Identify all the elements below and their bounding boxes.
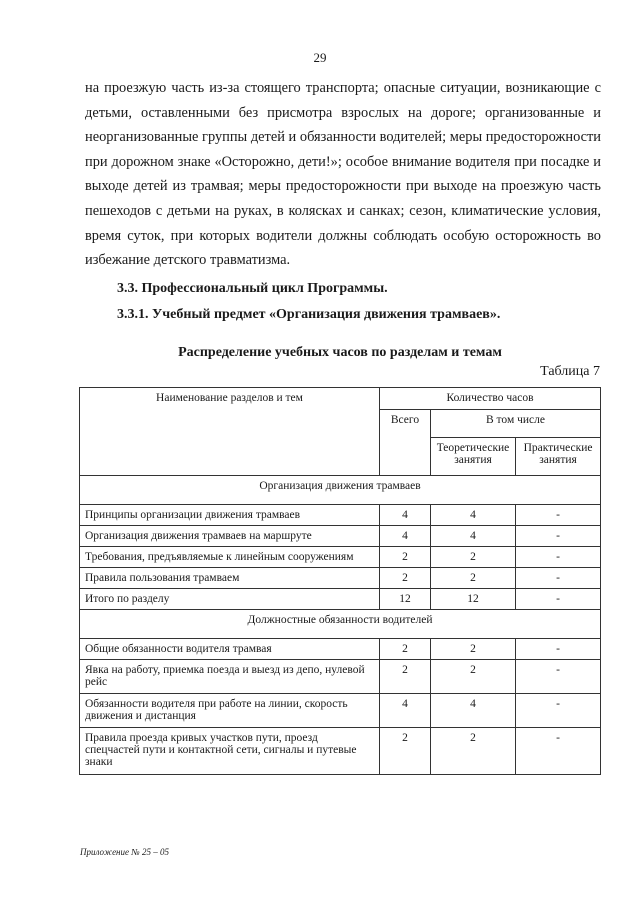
row-total: 4 <box>380 526 431 547</box>
row-name: Итого по разделу <box>80 589 380 610</box>
row-total: 2 <box>380 660 431 694</box>
body-paragraph: на проезжую часть из-за стоящего транспорта; опасные ситуации, возникающие с детьми, оставленными без присмотра взрослых на дороге; организованные и неорганизованные группы детей и обязанности водителей; меры предосторожности при дорожном знаке «Осторожно, дети!»; особое внимание водителя при посадке и выходе детей из трамвая; меры предосторожности при выходе на проезжую часть пешеходов с детьми на руках, в колясках и санках; сезон, климатические условия, время суток, при которых водители должны соблюдать особую осторожность во избежание детского травматизма. <box>85 80 601 269</box>
subsection-heading: 3.3.1. Учебный предмет «Организация движения трамваев». <box>117 307 501 322</box>
row-theory: 4 <box>431 694 516 728</box>
table-row <box>80 589 601 610</box>
header-name: Наименование разделов и тем <box>80 388 380 476</box>
row-practice: - <box>516 660 601 694</box>
footer-note: Приложение № 25 – 05 <box>80 847 170 857</box>
row-practice: - <box>516 728 601 775</box>
row-name: Обязанности водителя при работе на линии, скорость движения и дистанция <box>80 694 380 728</box>
row-name: Правила проезда кривых участков пути, проезд спецчастей пути и контактной сети, сигналы и путевые знаки <box>80 728 380 775</box>
row-total: 12 <box>380 589 431 610</box>
section-title: Должностные обязанности водителей <box>80 610 601 639</box>
header-total: Всего <box>380 410 431 476</box>
row-practice: - <box>516 547 601 568</box>
table-row <box>80 547 601 568</box>
section-title: Организация движения трамваев <box>80 476 601 505</box>
row-name: Организация движения трамваев на маршруте <box>80 526 380 547</box>
row-name: Требования, предъявляемые к линейным сооружениям <box>80 547 380 568</box>
row-total: 2 <box>380 568 431 589</box>
row-theory: 2 <box>431 728 516 775</box>
row-practice: - <box>516 526 601 547</box>
row-name: Правила пользования трамваем <box>80 568 380 589</box>
row-practice: - <box>516 639 601 660</box>
row-theory: 2 <box>431 568 516 589</box>
row-theory: 4 <box>431 505 516 526</box>
row-name: Общие обязанности водителя трамвая <box>80 639 380 660</box>
row-name: Явка на работу, приемка поезда и выезд из депо, нулевой рейс <box>80 660 380 694</box>
table-row <box>80 505 601 526</box>
row-theory: 4 <box>431 526 516 547</box>
table-row <box>80 526 601 547</box>
row-theory: 12 <box>431 589 516 610</box>
header-including: В том числе <box>431 410 601 438</box>
header-theory: Теоретические занятия <box>431 438 516 476</box>
row-name: Принципы организации движения трамваев <box>80 505 380 526</box>
row-practice: - <box>516 568 601 589</box>
row-practice: - <box>516 694 601 728</box>
row-theory: 2 <box>431 547 516 568</box>
table-title: Распределение учебных часов по разделам и темам <box>178 345 502 360</box>
header-practice: Практические занятия <box>516 438 601 476</box>
table-label: Таблица 7 <box>540 364 600 379</box>
table-row <box>80 639 601 660</box>
page-number: 29 <box>313 50 327 65</box>
section-heading: 3.3. Профессиональный цикл Программы. <box>117 281 388 296</box>
table-row <box>80 660 601 694</box>
row-theory: 2 <box>431 660 516 694</box>
row-total: 4 <box>380 505 431 526</box>
row-theory: 2 <box>431 639 516 660</box>
row-total: 2 <box>380 547 431 568</box>
row-practice: - <box>516 505 601 526</box>
table-row <box>80 694 601 728</box>
row-total: 2 <box>380 728 431 775</box>
table-row <box>80 728 601 775</box>
header-hours: Количество часов <box>380 388 601 410</box>
row-practice: - <box>516 589 601 610</box>
table-row <box>80 568 601 589</box>
row-total: 2 <box>380 639 431 660</box>
hours-table <box>79 387 601 775</box>
row-total: 4 <box>380 694 431 728</box>
